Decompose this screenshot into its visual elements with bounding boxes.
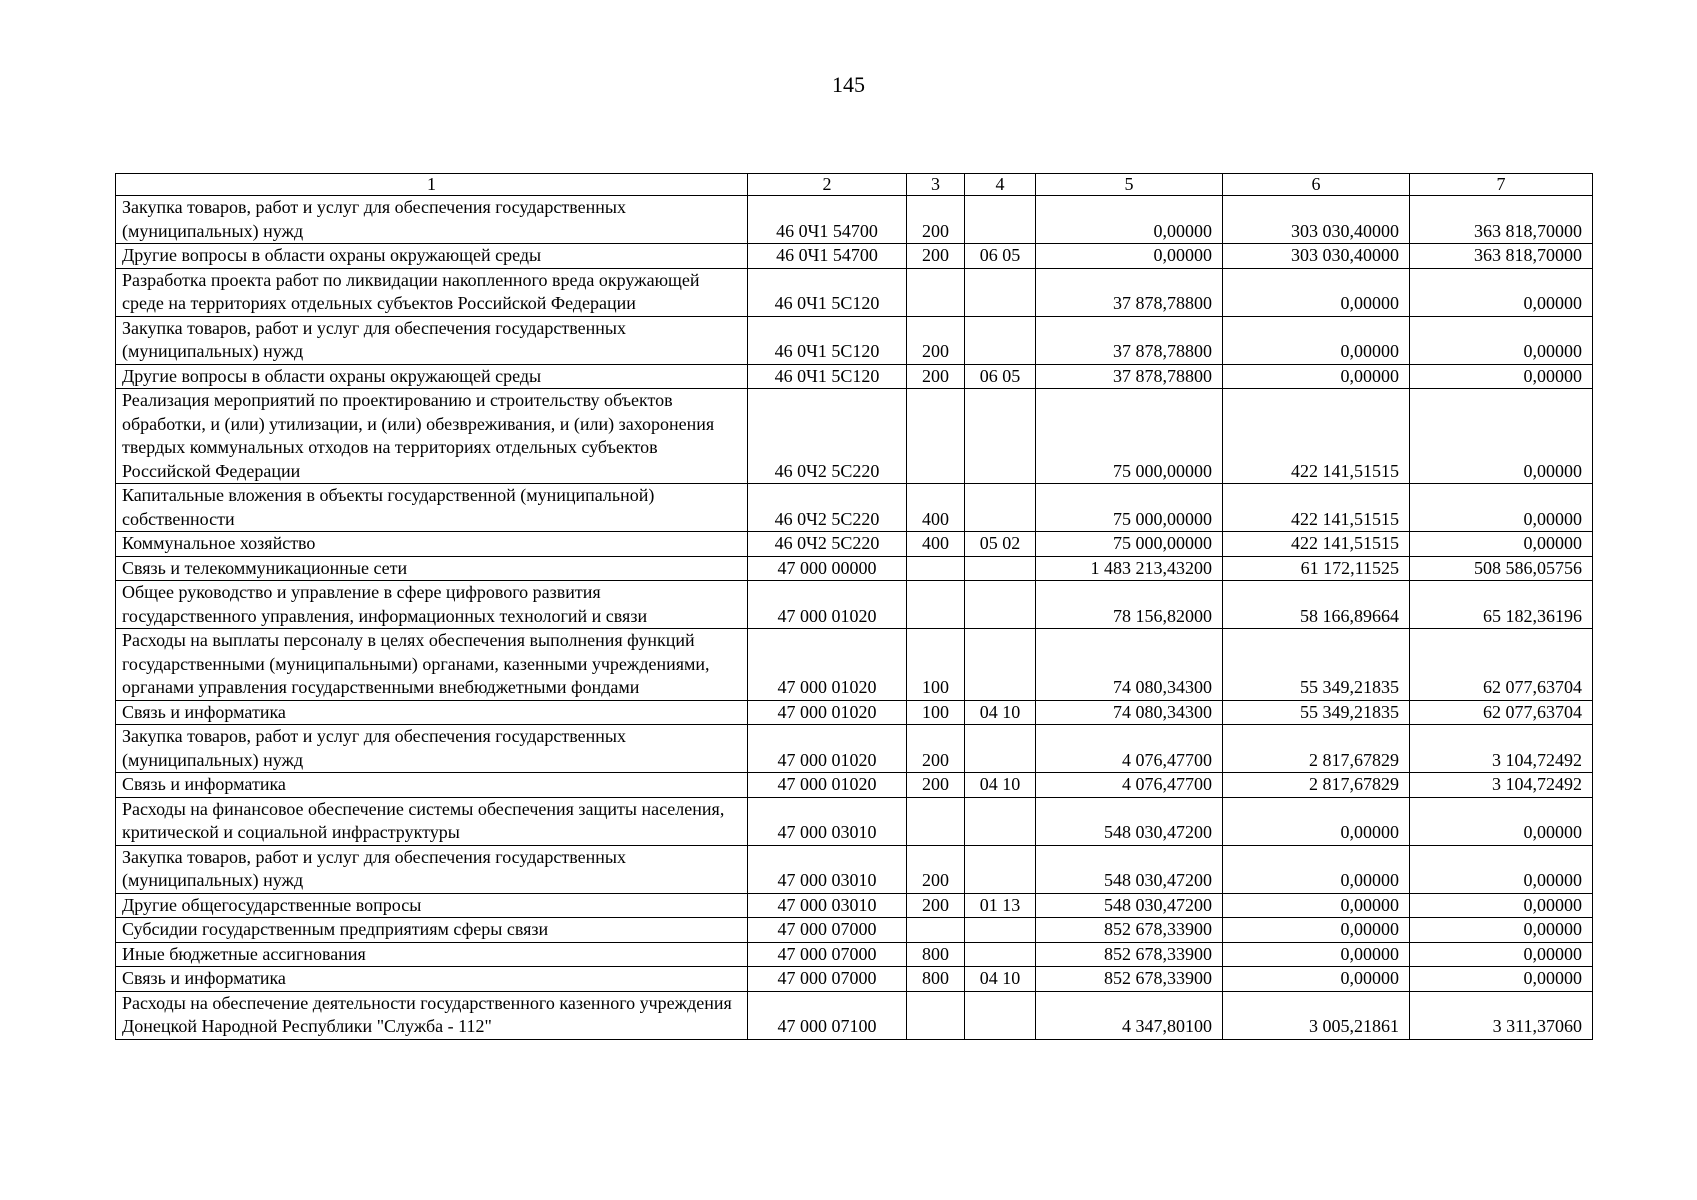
table-row [116,364,1593,389]
row-section-cell [965,556,1036,581]
row-amount-col5-cell: 75 000,00000 [1036,532,1223,557]
row-expense-type-cell [907,581,965,629]
row-amount-col5-cell: 548 030,47200 [1036,893,1223,918]
row-section-cell [965,629,1036,701]
row-section-cell: 01 13 [965,893,1036,918]
row-code-cell: 47 000 01020 [748,773,907,798]
row-name-cell: Закупка товаров, работ и услуг для обеспечения государственных (муниципальных) нужд [116,196,748,244]
row-amount-col6-cell: 0,00000 [1223,918,1410,943]
row-expense-type-cell: 200 [907,893,965,918]
header-cell: 3 [907,174,965,196]
row-expense-type-cell [907,991,965,1039]
row-code-cell: 46 0Ч1 54700 [748,244,907,269]
row-name-cell: Субсидии государственным предприятиям сферы связи [116,918,748,943]
row-expense-type-cell: 100 [907,700,965,725]
row-expense-type-cell [907,556,965,581]
row-amount-col6-cell: 303 030,40000 [1223,196,1410,244]
table-row [116,532,1593,557]
row-amount-col7-cell: 62 077,63704 [1410,700,1593,725]
row-amount-col5-cell: 4 347,80100 [1036,991,1223,1039]
header-cell: 6 [1223,174,1410,196]
row-amount-col6-cell: 3 005,21861 [1223,991,1410,1039]
row-name-cell: Реализация мероприятий по проектированию и строительству объектов обработки, и (или) утилизации, и (или) обезвреживания, и (или) захоронения твердых коммунальных отходов на территориях отдельных субъектов Российской Федерации [116,389,748,484]
row-amount-col7-cell: 62 077,63704 [1410,629,1593,701]
table-row [116,797,1593,845]
table-row [116,581,1593,629]
row-amount-col6-cell: 55 349,21835 [1223,629,1410,701]
row-amount-col7-cell: 3 104,72492 [1410,725,1593,773]
row-amount-col5-cell: 37 878,78800 [1036,268,1223,316]
row-amount-col6-cell: 422 141,51515 [1223,532,1410,557]
table-body [116,196,1593,1040]
row-name-cell: Капитальные вложения в объекты государственной (муниципальной) собственности [116,484,748,532]
header-cell: 2 [748,174,907,196]
row-amount-col5-cell: 74 080,34300 [1036,629,1223,701]
page-number: 145 [832,72,865,97]
row-amount-col6-cell: 58 166,89664 [1223,581,1410,629]
header-cell: 1 [116,174,748,196]
row-name-cell: Другие общегосударственные вопросы [116,893,748,918]
header-cell: 5 [1036,174,1223,196]
row-amount-col7-cell: 0,00000 [1410,316,1593,364]
row-expense-type-cell: 400 [907,484,965,532]
row-section-cell [965,581,1036,629]
row-amount-col6-cell: 2 817,67829 [1223,773,1410,798]
table-header-row [116,174,1593,196]
row-section-cell: 05 02 [965,532,1036,557]
row-code-cell: 46 0Ч1 5С120 [748,268,907,316]
row-amount-col5-cell: 852 678,33900 [1036,918,1223,943]
row-name-cell: Связь и информатика [116,967,748,992]
row-expense-type-cell: 100 [907,629,965,701]
table-row [116,845,1593,893]
row-section-cell [965,196,1036,244]
row-amount-col6-cell: 0,00000 [1223,893,1410,918]
table-row [116,244,1593,269]
table-row [116,556,1593,581]
row-amount-col7-cell: 0,00000 [1410,967,1593,992]
row-section-cell [965,991,1036,1039]
row-amount-col7-cell: 3 104,72492 [1410,773,1593,798]
row-code-cell: 47 000 03010 [748,893,907,918]
row-section-cell: 06 05 [965,364,1036,389]
table-row [116,389,1593,484]
row-amount-col6-cell: 0,00000 [1223,364,1410,389]
table-row [116,942,1593,967]
row-amount-col5-cell: 4 076,47700 [1036,773,1223,798]
row-amount-col7-cell: 0,00000 [1410,268,1593,316]
row-amount-col5-cell: 75 000,00000 [1036,389,1223,484]
row-expense-type-cell: 800 [907,942,965,967]
table-row [116,629,1593,701]
row-amount-col6-cell: 0,00000 [1223,967,1410,992]
row-code-cell: 47 000 07000 [748,918,907,943]
row-section-cell [965,845,1036,893]
row-section-cell: 04 10 [965,773,1036,798]
row-section-cell: 04 10 [965,967,1036,992]
row-amount-col5-cell: 0,00000 [1036,196,1223,244]
row-expense-type-cell: 200 [907,244,965,269]
row-section-cell [965,268,1036,316]
row-expense-type-cell: 200 [907,773,965,798]
row-section-cell [965,918,1036,943]
row-name-cell: Закупка товаров, работ и услуг для обеспечения государственных (муниципальных) нужд [116,725,748,773]
row-amount-col5-cell: 852 678,33900 [1036,967,1223,992]
row-expense-type-cell [907,918,965,943]
row-expense-type-cell: 200 [907,845,965,893]
row-name-cell: Общее руководство и управление в сфере цифрового развития государственного управления, информационных технологий и связи [116,581,748,629]
row-amount-col5-cell: 1 483 213,43200 [1036,556,1223,581]
row-amount-col5-cell: 74 080,34300 [1036,700,1223,725]
row-code-cell: 47 000 01020 [748,700,907,725]
table-row [116,700,1593,725]
row-amount-col6-cell: 0,00000 [1223,942,1410,967]
row-name-cell: Иные бюджетные ассигнования [116,942,748,967]
row-amount-col6-cell: 0,00000 [1223,845,1410,893]
row-amount-col7-cell: 0,00000 [1410,942,1593,967]
row-name-cell: Закупка товаров, работ и услуг для обеспечения государственных (муниципальных) нужд [116,845,748,893]
row-name-cell: Расходы на обеспечение деятельности государственного казенного учреждения Донецкой Народной Республики "Служба - 112" [116,991,748,1039]
row-amount-col7-cell: 0,00000 [1410,484,1593,532]
row-code-cell: 46 0Ч2 5С220 [748,484,907,532]
row-amount-col5-cell: 548 030,47200 [1036,845,1223,893]
row-code-cell: 47 000 01020 [748,581,907,629]
row-amount-col6-cell: 2 817,67829 [1223,725,1410,773]
row-section-cell [965,725,1036,773]
row-code-cell: 47 000 07000 [748,942,907,967]
row-amount-col6-cell: 0,00000 [1223,268,1410,316]
row-code-cell: 46 0Ч2 5С220 [748,389,907,484]
row-amount-col5-cell: 75 000,00000 [1036,484,1223,532]
row-section-cell: 04 10 [965,700,1036,725]
row-amount-col7-cell: 0,00000 [1410,845,1593,893]
table-row [116,316,1593,364]
row-name-cell: Закупка товаров, работ и услуг для обеспечения государственных (муниципальных) нужд [116,316,748,364]
row-code-cell: 47 000 01020 [748,629,907,701]
row-name-cell: Связь и информатика [116,700,748,725]
row-name-cell: Расходы на выплаты персоналу в целях обеспечения выполнения функций государственными (муниципальными) органами, казенными учреждениями, органами управления государственными внебюджетными фондами [116,629,748,701]
row-expense-type-cell: 200 [907,196,965,244]
row-expense-type-cell: 200 [907,364,965,389]
row-amount-col7-cell: 0,00000 [1410,532,1593,557]
row-code-cell: 46 0Ч1 5С120 [748,364,907,389]
row-amount-col5-cell: 37 878,78800 [1036,316,1223,364]
table-row [116,893,1593,918]
row-code-cell: 47 000 03010 [748,845,907,893]
row-section-cell [965,797,1036,845]
budget-table [115,173,1593,1040]
row-amount-col5-cell: 78 156,82000 [1036,581,1223,629]
row-name-cell: Расходы на финансовое обеспечение системы обеспечения защиты населения, критической и социальной инфраструктуры [116,797,748,845]
row-amount-col6-cell: 422 141,51515 [1223,389,1410,484]
row-code-cell: 46 0Ч1 54700 [748,196,907,244]
row-name-cell: Связь и информатика [116,773,748,798]
row-amount-col6-cell: 0,00000 [1223,316,1410,364]
row-name-cell: Связь и телекоммуникационные сети [116,556,748,581]
table-row [116,196,1593,244]
row-name-cell: Другие вопросы в области охраны окружающей среды [116,364,748,389]
row-amount-col7-cell: 0,00000 [1410,893,1593,918]
row-amount-col5-cell: 548 030,47200 [1036,797,1223,845]
row-name-cell: Коммунальное хозяйство [116,532,748,557]
row-section-cell: 06 05 [965,244,1036,269]
table-row [116,725,1593,773]
row-code-cell: 47 000 00000 [748,556,907,581]
row-code-cell: 47 000 01020 [748,725,907,773]
row-amount-col7-cell: 3 311,37060 [1410,991,1593,1039]
row-amount-col6-cell: 55 349,21835 [1223,700,1410,725]
row-amount-col5-cell: 852 678,33900 [1036,942,1223,967]
row-amount-col7-cell: 65 182,36196 [1410,581,1593,629]
row-expense-type-cell: 200 [907,725,965,773]
row-amount-col7-cell: 508 586,05756 [1410,556,1593,581]
row-expense-type-cell: 200 [907,316,965,364]
row-code-cell: 47 000 07000 [748,967,907,992]
row-expense-type-cell [907,389,965,484]
row-section-cell [965,389,1036,484]
row-code-cell: 47 000 03010 [748,797,907,845]
row-section-cell [965,316,1036,364]
table-row [116,967,1593,992]
row-amount-col6-cell: 303 030,40000 [1223,244,1410,269]
row-amount-col5-cell: 4 076,47700 [1036,725,1223,773]
header-cell: 4 [965,174,1036,196]
row-expense-type-cell [907,268,965,316]
row-amount-col6-cell: 422 141,51515 [1223,484,1410,532]
row-section-cell [965,942,1036,967]
row-expense-type-cell: 400 [907,532,965,557]
row-amount-col5-cell: 37 878,78800 [1036,364,1223,389]
row-expense-type-cell [907,797,965,845]
row-code-cell: 47 000 07100 [748,991,907,1039]
row-amount-col7-cell: 0,00000 [1410,918,1593,943]
table-row [116,484,1593,532]
row-code-cell: 46 0Ч2 5С220 [748,532,907,557]
row-section-cell [965,484,1036,532]
row-name-cell: Разработка проекта работ по ликвидации накопленного вреда окружающей среде на территориях отдельных субъектов Российской Федерации [116,268,748,316]
row-amount-col7-cell: 0,00000 [1410,389,1593,484]
row-amount-col7-cell: 0,00000 [1410,364,1593,389]
row-amount-col7-cell: 0,00000 [1410,797,1593,845]
header-cell: 7 [1410,174,1593,196]
table-row [116,918,1593,943]
table-row [116,268,1593,316]
row-amount-col6-cell: 61 172,11525 [1223,556,1410,581]
row-expense-type-cell: 800 [907,967,965,992]
row-code-cell: 46 0Ч1 5С120 [748,316,907,364]
table-row [116,991,1593,1039]
row-name-cell: Другие вопросы в области охраны окружающей среды [116,244,748,269]
row-amount-col5-cell: 0,00000 [1036,244,1223,269]
row-amount-col7-cell: 363 818,70000 [1410,244,1593,269]
table-row [116,773,1593,798]
row-amount-col7-cell: 363 818,70000 [1410,196,1593,244]
row-amount-col6-cell: 0,00000 [1223,797,1410,845]
